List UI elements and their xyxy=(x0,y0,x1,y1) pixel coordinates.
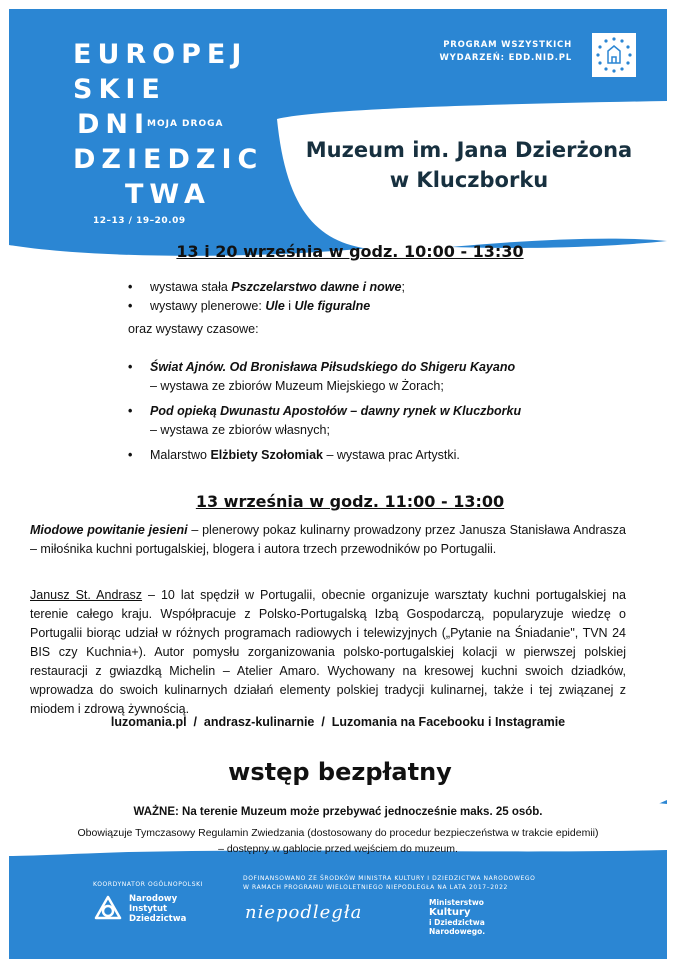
list-item xyxy=(128,358,521,396)
list-item xyxy=(128,402,521,440)
rules-line: – dostępny w gablocie przed wejściem do muzeum. xyxy=(218,843,458,855)
temporary-intro: oraz wystawy czasowe: xyxy=(128,322,259,336)
ministry-line: Kultury xyxy=(429,907,471,918)
nid-knot-icon xyxy=(93,894,123,924)
exhibition-desc: – wystawa ze zbiorów Muzeum Miejskiego w Żorach; xyxy=(150,379,444,393)
coordinator-label: KOORDYNATOR OGÓLNOPOLSKI xyxy=(93,881,204,888)
event-desc: – plenerowy pokaz kulinarny prowadzony przez Janusza Stanisława Andrasza – miłośnika kuchni portugalskiej, blogera i autora trzech przewodników po Portugalii. xyxy=(30,523,626,556)
painting-artist: Elżbiety Szołomiak xyxy=(210,448,323,462)
list-item xyxy=(128,278,405,297)
logo-line: SKIE xyxy=(73,74,166,105)
header-banner xyxy=(9,9,667,264)
outdoor-title: Ule xyxy=(265,299,285,313)
nid-line: Narodowy xyxy=(129,894,178,904)
program-link[interactable] xyxy=(439,39,572,65)
nid-logo xyxy=(93,894,186,924)
exhibition-desc: – wystawa ze zbiorów własnych; xyxy=(150,423,330,437)
permanent-title: Pszczelarstwo dawne i nowe xyxy=(231,280,402,294)
funding-note xyxy=(243,874,535,892)
museum-title-line: Muzeum im. Jana Dzierżona xyxy=(305,138,633,162)
permanent-exhibitions-list xyxy=(128,278,405,316)
rules-notice xyxy=(9,825,667,857)
funding-line: W RAMACH PROGRAMU WIELOLETNIEGO NIEPODLEGŁA NA LATA 2017–2022 xyxy=(243,884,508,891)
rules-line: Obowiązuje Tymczasowy Regulamin Zwiedzania (dostosowany do procedur bezpieczeństwa w trakcie epidemii) xyxy=(77,827,599,839)
temporary-exhibitions-list xyxy=(128,358,521,471)
outdoor-label: wystawy plenerowe: xyxy=(150,299,266,313)
funding-line: DOFINANSOWANO ZE ŚRODKÓW MINISTRA KULTURY I DZIEDZICTWA NARODOWEGO xyxy=(243,875,536,882)
outdoor-sep: i xyxy=(284,299,295,313)
exhibition-title: • Pod opieką Dwunastu Apostołów – dawny rynek w Kluczborku xyxy=(150,404,522,418)
important-notice: WAŻNE: Na terenie Muzeum może przebywać jednocześnie maks. 25 osób. xyxy=(133,806,543,818)
logo-line: DZIEDZIC xyxy=(73,144,264,175)
european-heritage-icon xyxy=(592,33,636,77)
section2-heading: 13 września w godz. 11:00 - 13:00 xyxy=(195,492,505,511)
exhibition-title: • Świat Ajnów. Od Bronisława Piłsudskiego do Shigeru Kayano xyxy=(150,360,516,374)
permanent-end: ; xyxy=(401,280,405,294)
logo-line: TWA xyxy=(125,179,211,210)
ministry-line: Narodowego. xyxy=(429,927,486,936)
program-line: PROGRAM WSZYSTKICH xyxy=(443,40,572,50)
event-description xyxy=(30,521,626,559)
program-line: WYDARZEŃ: EDD.NID.PL xyxy=(439,53,572,63)
logo-line: EUROPEJ xyxy=(73,39,248,70)
niepodlegla-logo: niepodległa xyxy=(245,902,363,923)
ministry-logo xyxy=(429,898,485,936)
museum-title xyxy=(269,135,667,195)
tagline: MOJA DROGA xyxy=(147,119,224,129)
logo-line: DNI xyxy=(77,109,151,140)
painting-prefix: Malarstwo xyxy=(150,448,211,462)
bio-name: Janusz St. Andrasz xyxy=(30,588,143,602)
admission-label: wstęp bezpłatny xyxy=(228,758,452,786)
permanent-label: wystawa stała xyxy=(150,280,232,294)
social-links[interactable]: luzomania.pl / andrasz-kulinarnie / Luzomania na Facebooku i Instagramie xyxy=(110,715,566,729)
nid-line: Instytut xyxy=(129,904,168,914)
outdoor-title: Ule figuralne xyxy=(294,299,371,313)
bio-paragraph xyxy=(30,586,626,719)
ministry-line: Ministerstwo xyxy=(429,898,484,907)
painting-suffix: – wystawa prac Artystki. xyxy=(322,448,460,462)
list-item xyxy=(128,446,521,465)
event-title: Miodowe powitanie jesieni xyxy=(30,523,188,537)
museum-title-line: w Kluczborku xyxy=(389,168,549,192)
nid-line: Dziedzictwa xyxy=(129,914,187,924)
footer-banner xyxy=(9,790,667,959)
event-dates: 12–13 / 19–20.09 xyxy=(93,216,186,226)
bio-text: – 10 lat spędził w Portugalii, obecnie organizuje warsztaty kuchni portugalskiej na terenie całego kraju. Współpracuje z Polsko-Portugalską Izbą Gospodarczą, popularyzuje wiedzę o Portugalii biorąc udział w różnych programach radiowych i telewizyjnych („Pytanie na Śniadanie", TVN 24 BIS czy Kuchnia+). Autor pomysłu zorganizowania polsko-portugalskiej kolacji w pierwszej polskiej restauracji z gwiazdką Michelin – Atelier Amaro. Wychowany na kresowej kuchni swoich dziadków, wprowadza do swoich kulinarnych działań elementy polskiej tradycji kulinarnej, także i tej związanej z miodem i zdrową żywnością. xyxy=(30,588,626,716)
ministry-line: i Dziedzictwa xyxy=(429,918,485,927)
section1-heading: 13 i 20 września w godz. 10:00 - 13:30 xyxy=(176,242,524,261)
list-item xyxy=(128,297,405,316)
